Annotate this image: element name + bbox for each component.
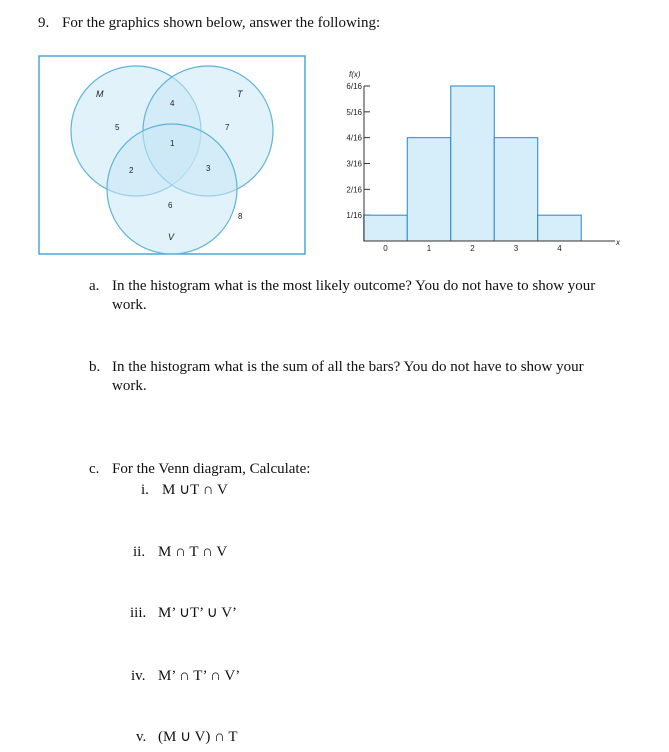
part-b-question-cont: work. [112,378,147,394]
venn-region-v-only: 6 [168,201,173,210]
histogram-chart [325,62,625,262]
question-number: 9. [38,15,50,31]
histogram-bar-3 [494,138,538,241]
histogram-x-tick-label: 1 [426,244,432,253]
venn-region-outside: 8 [238,212,243,221]
part-c-item-iii-expr: M’ ∪T’ ∪ V’ [158,605,238,621]
histogram-bar-4 [538,215,582,241]
part-b-question: In the histogram what is the sum of all the bars? You do not have to show your [112,359,584,375]
histogram-x-tick-label: 2 [470,244,475,253]
venn-region-all-three: 1 [170,139,175,148]
part-c-item-v-expr: (M ∪ V) ∩ T [158,729,238,745]
histogram-y-tick-label: 4/16 [346,133,362,143]
venn-region-t-only: 7 [225,123,230,132]
histogram-y-tick-label: 2/16 [346,185,362,195]
part-c-item-v-num: v. [136,729,147,745]
histogram-x-axis-label: x [616,238,620,247]
part-c-item-iii-num: iii. [130,605,147,621]
histogram-y-tick-label: 3/16 [346,159,362,169]
venn-region-m-and-t: 4 [170,99,175,108]
histogram-bar-0 [364,215,408,241]
part-b-label: b. [89,359,101,375]
part-c-item-ii-expr: M ∩ T ∩ V [158,544,228,560]
part-c-item-ii-num: ii. [133,544,146,560]
part-c-heading: For the Venn diagram, Calculate: [112,461,311,477]
histogram-bar-2 [451,86,495,241]
venn-region-m-and-v: 2 [129,166,134,175]
part-a-question: In the histogram what is the most likely outcome? You do not have to show your [112,278,596,294]
histogram-x-tick-label: 0 [383,244,388,253]
question-prompt: For the graphics shown below, answer the following: [62,15,381,31]
part-c-item-i-expr: M ∪T ∩ V [162,482,228,498]
venn-region-m-only: 5 [115,123,120,132]
venn-label-v: V [168,232,175,242]
histogram-y-tick-label: 6/16 [346,82,362,91]
part-a-label: a. [89,278,100,294]
part-c-item-iv-expr: M’ ∩ T’ ∩ V’ [158,668,241,684]
venn-label-t: T [237,89,243,99]
histogram-y-axis-label: f(x) [349,70,361,79]
part-c-item-i-num: i. [141,482,149,498]
histogram-y-tick-label: 5/16 [346,107,362,117]
venn-region-t-and-v: 3 [206,164,211,173]
part-c-label: c. [89,461,100,477]
histogram-x-tick-label: 3 [513,244,519,253]
part-a-question-cont: work. [112,297,147,313]
venn-label-m: M [96,89,104,99]
histogram-x-tick-label: 4 [557,244,562,253]
histogram-y-tick-label: 1/16 [346,211,362,221]
part-c-item-iv-num: iv. [131,668,146,684]
venn-diagram [38,55,308,257]
histogram-bar-1 [407,138,451,241]
